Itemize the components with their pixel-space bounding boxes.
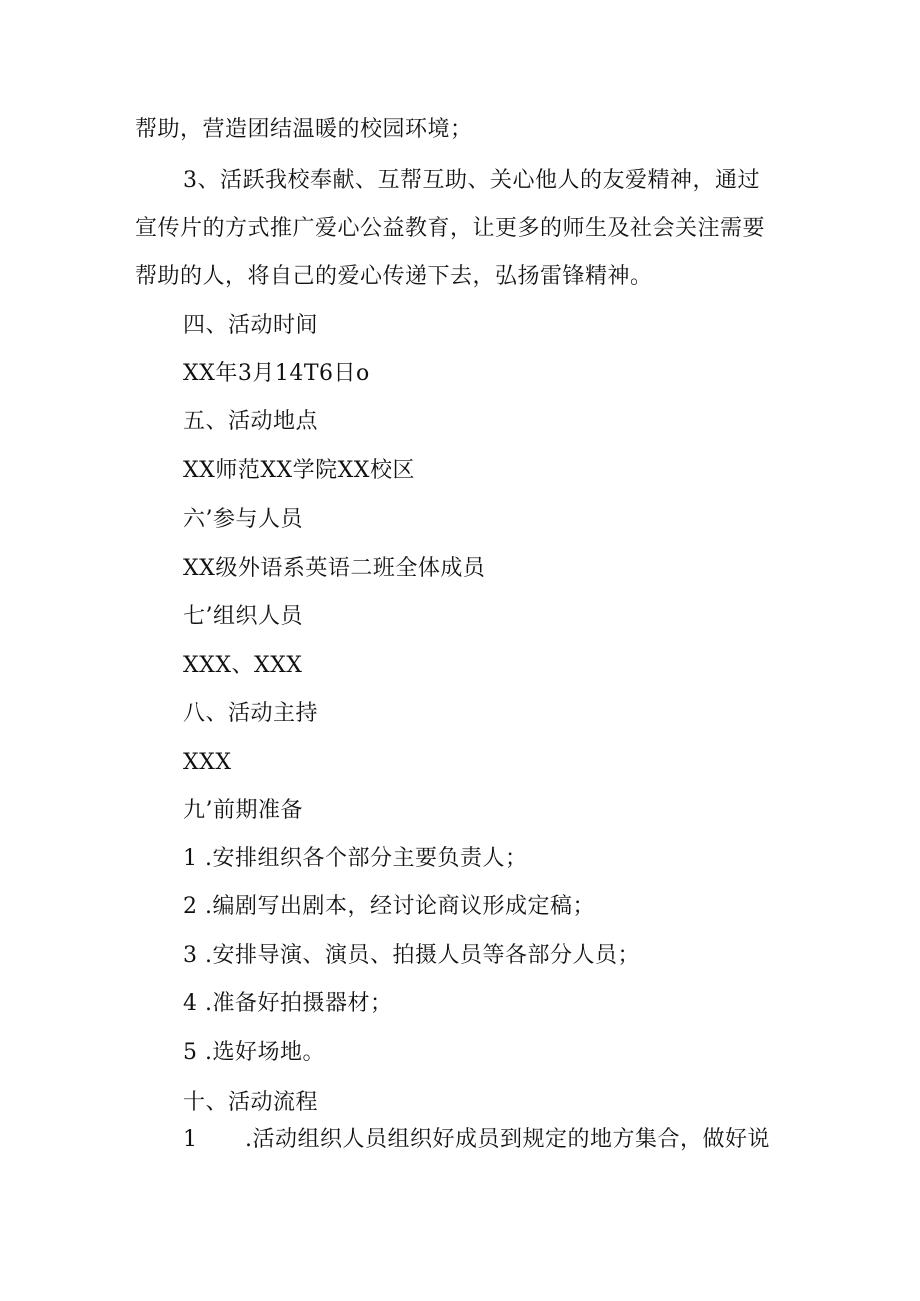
process-item-text: .活动组织人员组织好成员到规定的地方集合，做好说 [245, 1127, 770, 1152]
process-item-number: 1 [183, 1127, 198, 1152]
goal-3-line-3: 帮助的人，将自己的爱心传递下去，弘扬雷锋精神。 [135, 264, 653, 289]
preparation-item: 3 .安排导演、演员、拍摄人员等各部分人员； [183, 943, 640, 968]
goal-3-line-1: 3、活跃我校奉献、互帮互助、关心他人的友爱精神，通过 [183, 168, 760, 193]
preparation-item: 5 .选好场地。 [183, 1040, 325, 1065]
section-heading-preparation: 九’前期准备 [183, 798, 303, 823]
host-value: XXX [183, 750, 232, 775]
activity-location-value: XX师范XX学院XX校区 [183, 458, 415, 483]
paragraph-continuation: 帮助，营造团结温暖的校园环境； [135, 117, 473, 142]
activity-time-value: XX年3月14T6日o [183, 361, 370, 386]
section-heading-process: 十、活动流程 [183, 1090, 319, 1115]
preparation-item: 2 .编剧写出剧本，经讨论商议形成定稿； [183, 894, 595, 919]
section-heading-participants: 六’参与人员 [183, 507, 303, 532]
section-heading-time: 四、活动时间 [183, 313, 319, 338]
participants-value: XX级外语系英语二班全体成员 [183, 556, 486, 581]
organizers-value: XXX、XXX [183, 653, 303, 678]
section-heading-organizers: 七’组织人员 [183, 604, 303, 629]
section-heading-location: 五、活动地点 [183, 409, 319, 434]
preparation-item: 4 .准备好拍摄器材； [183, 991, 393, 1016]
goal-3-line-2: 宣传片的方式推广爱心公益教育，让更多的师生及社会关注需要 [135, 216, 766, 241]
section-heading-host: 八、活动主持 [183, 701, 319, 726]
preparation-item: 1 .安排组织各个部分主要负责人； [183, 846, 528, 871]
